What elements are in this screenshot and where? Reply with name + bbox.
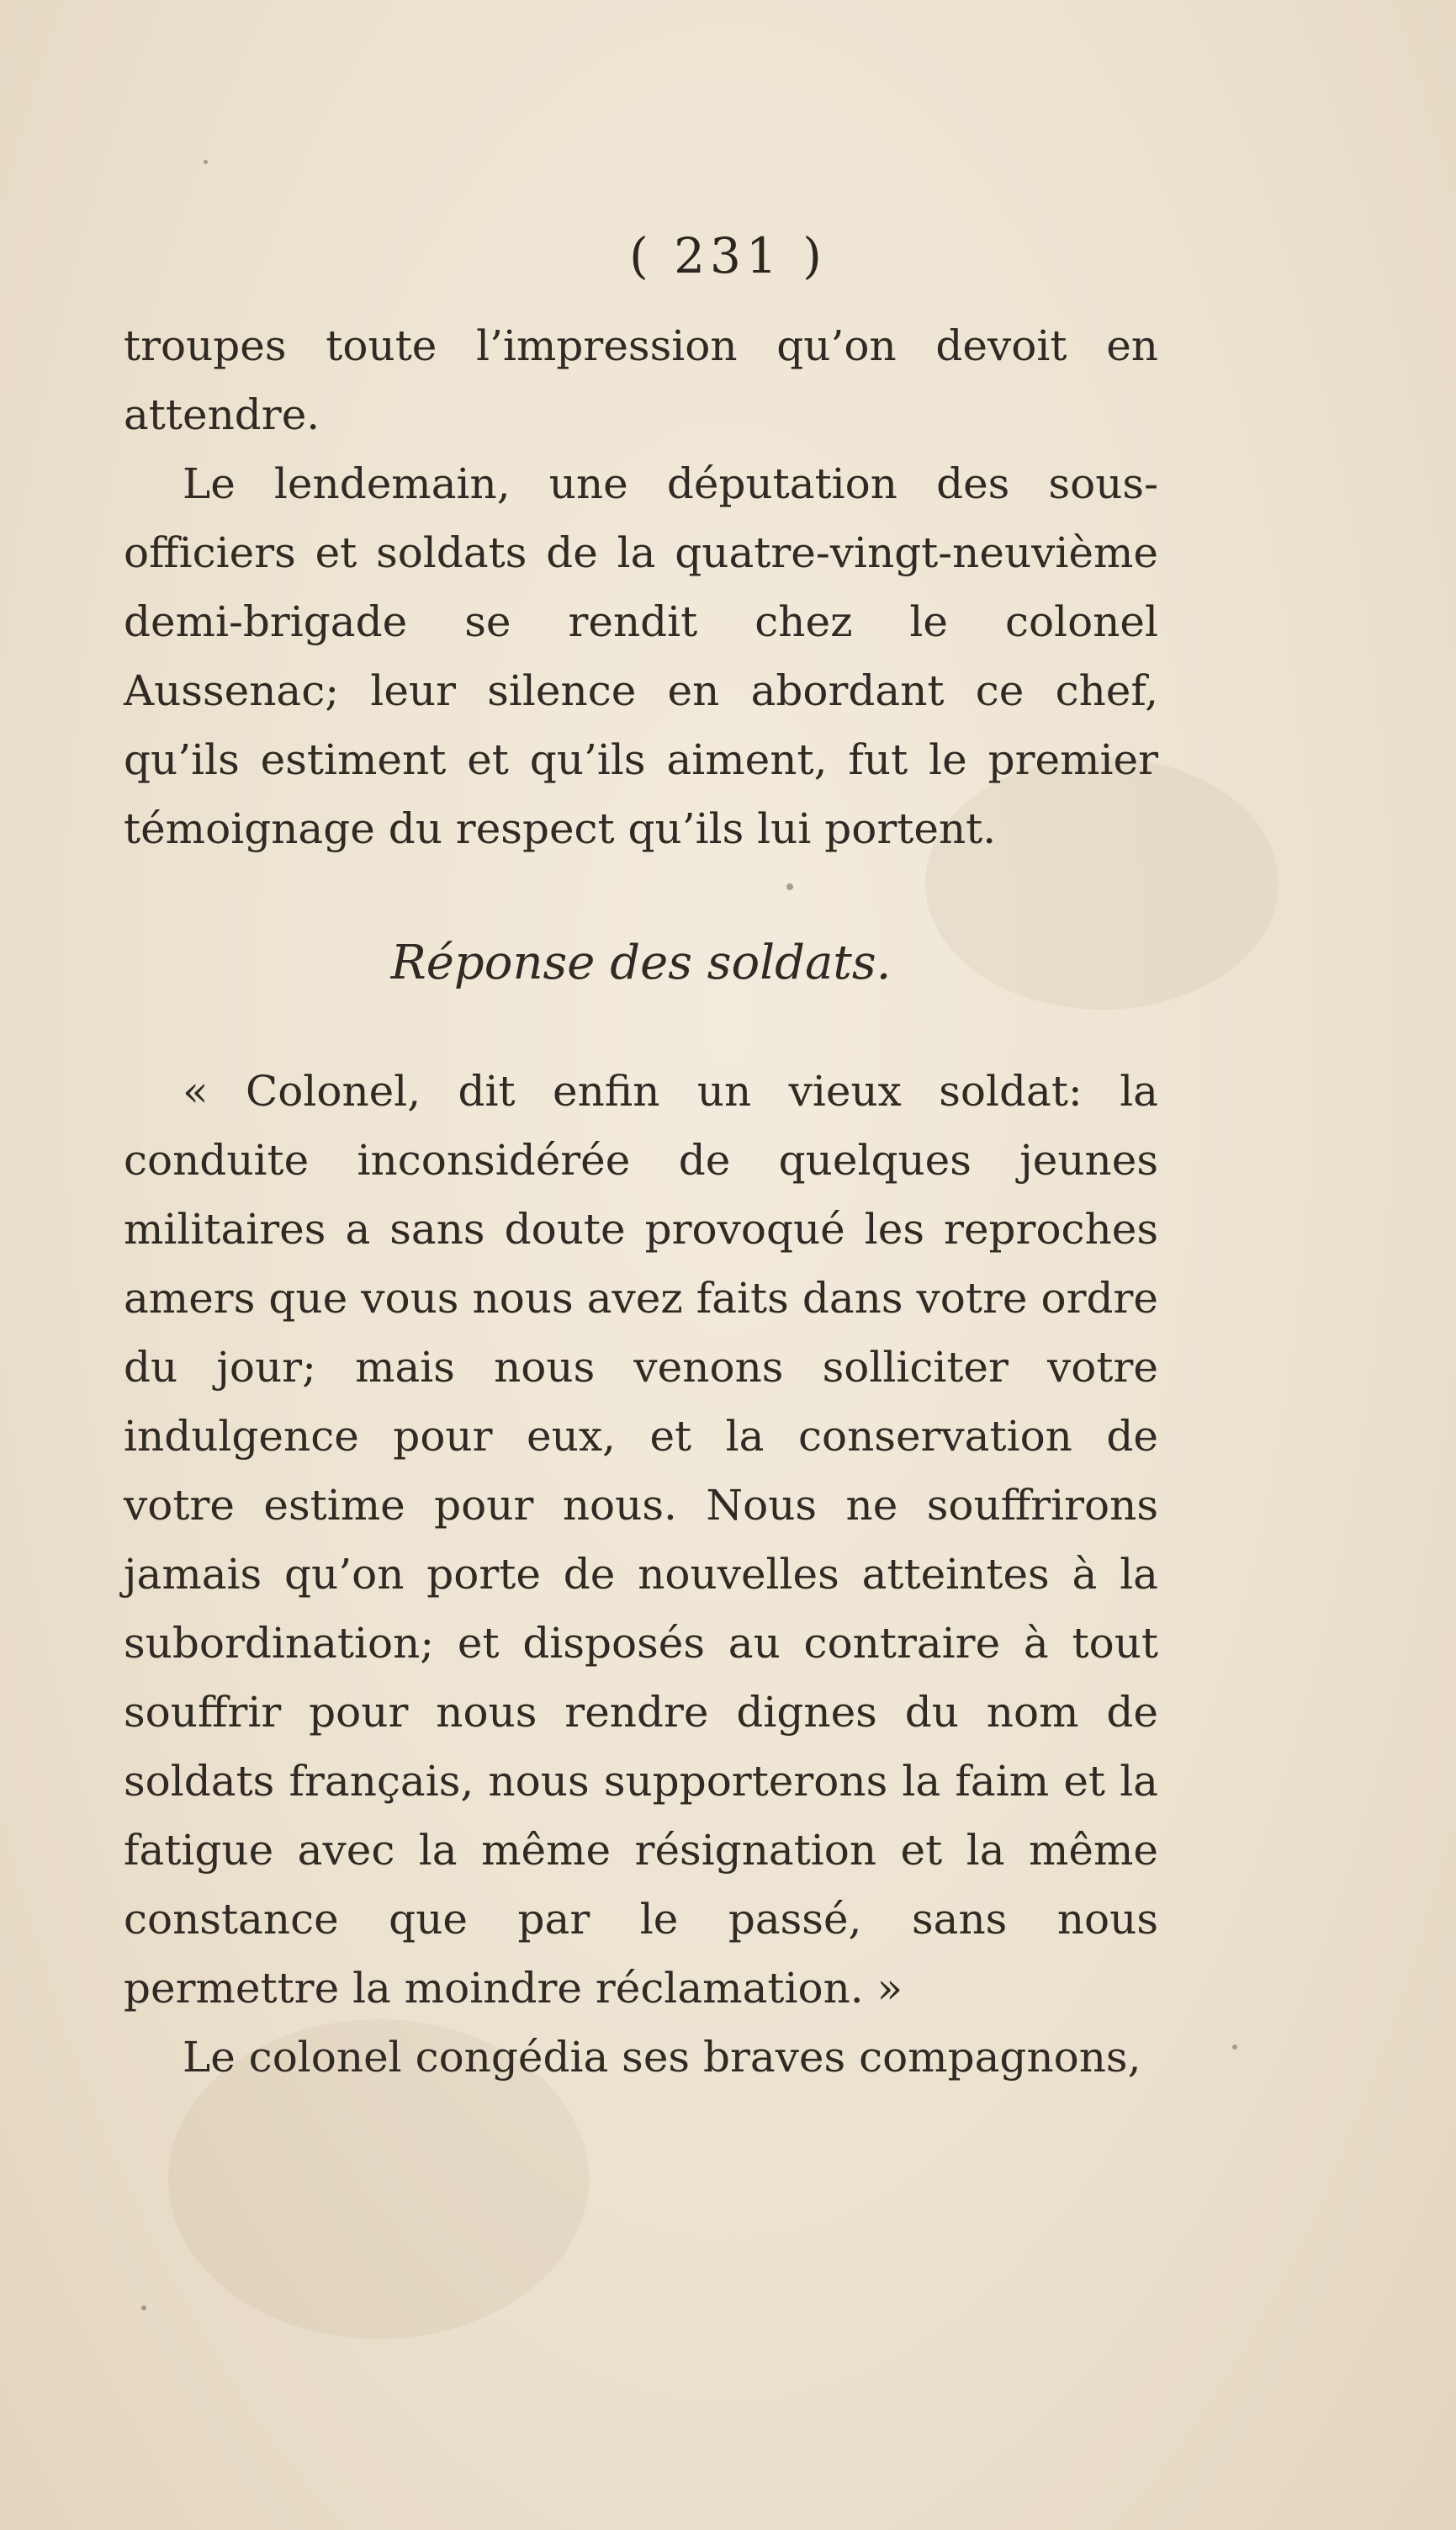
paragraph: Le colonel congédia ses braves compagnons, [183, 2033, 1141, 2082]
paper-speck [204, 160, 208, 164]
paragraph: « Colonel, dit enfin un vieux soldat: la conduite inconsidérée de quelques jeunes militaires a sans doute provoqué les reproches amers que vous nous avez faits dans votre ordre du jour; mais nous venons solliciter votre indulgence pour eux, et la conservation de votre estime pour nous. Nous ne souffrirons jamais qu’on porte de nouvelles atteintes à la subordination; et disposés au contraire à tout souffrir pour nous rendre dignes du nom de soldats français, nous supporterons la faim et la fatigue avec la même résignation et la même constance que par le passé, sans nous permettre la moindre réclamation. » [124, 1067, 1158, 2013]
paper-speck [141, 2305, 146, 2310]
section-heading: Réponse des soldats. [390, 936, 892, 990]
body-text [124, 311, 1158, 2092]
page-number: ( 231 ) [629, 227, 827, 284]
paragraph: troupes toute l’impression qu’on devoit en attendre. [124, 321, 1158, 439]
paragraph: Le lendemain, une députation des sous-officiers et soldats de la quatre-vingt-neuvième demi-brigade se rendit chez le colonel Aussenac; leur silence en abordant ce chef, qu’ils estiment et qu’ils aiment, fut le premier témoignage du respect qu’ils lui portent. [124, 459, 1158, 853]
paper-speck [1232, 2045, 1237, 2050]
